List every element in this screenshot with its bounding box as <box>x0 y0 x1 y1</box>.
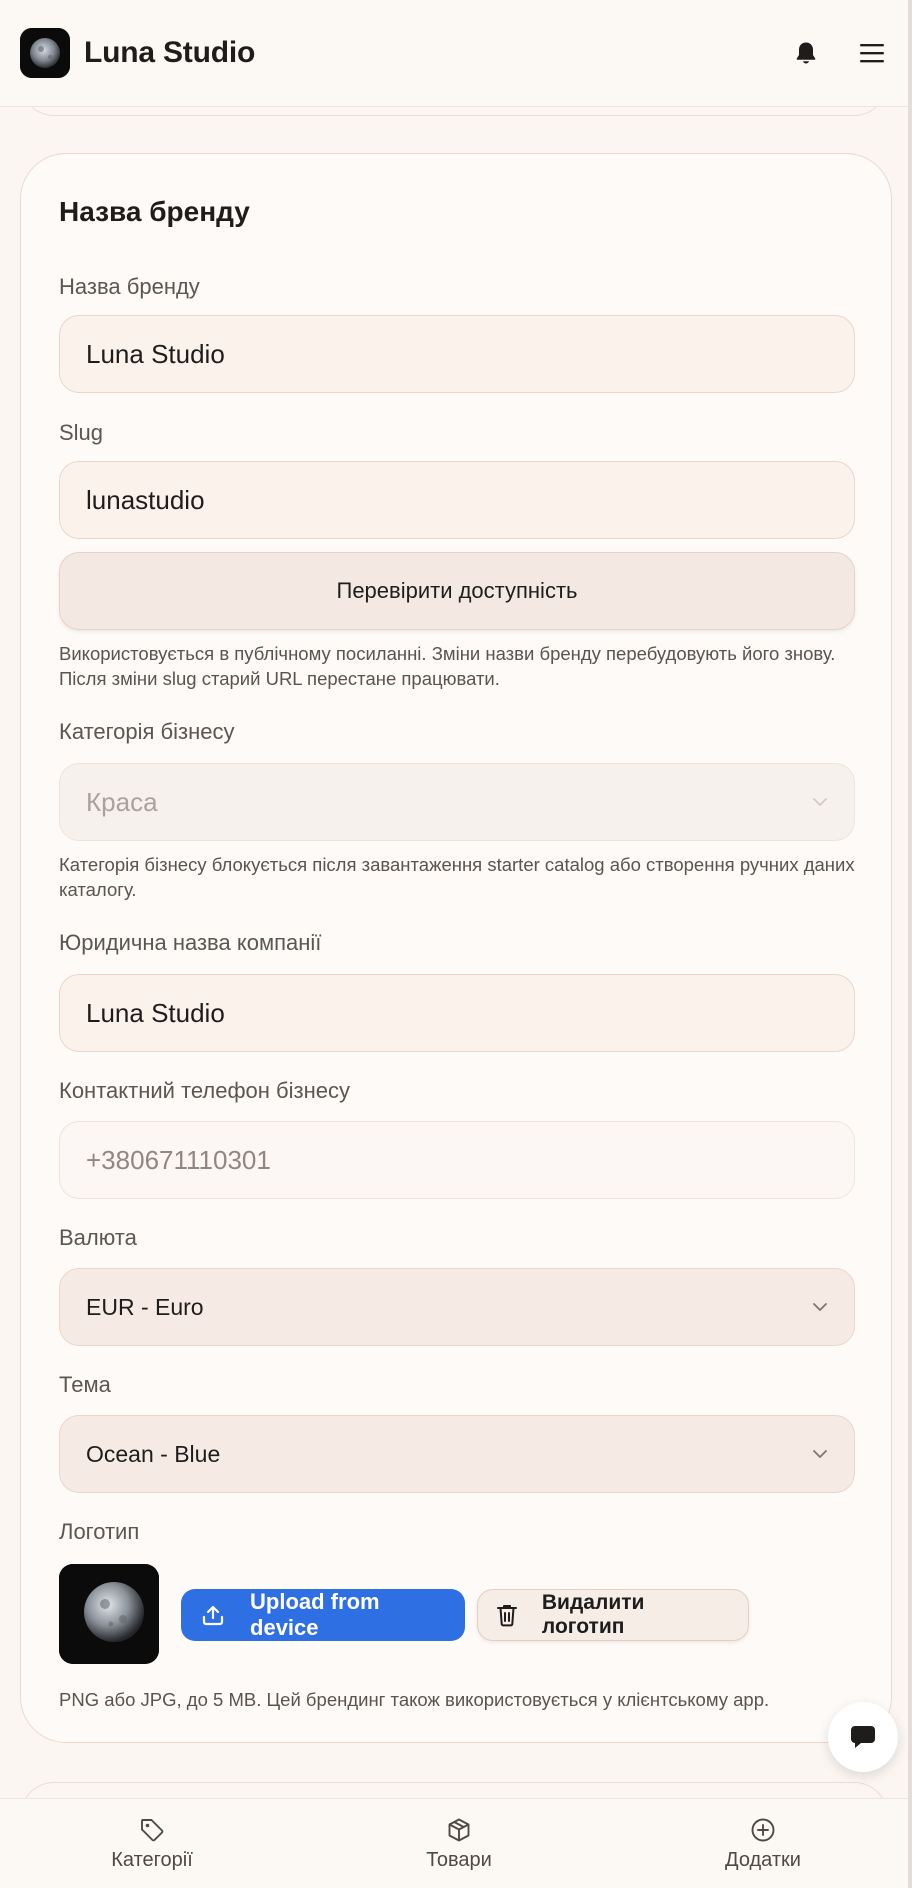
theme-select[interactable] <box>59 1415 855 1493</box>
slug-input[interactable] <box>59 461 855 539</box>
nav-item-categories[interactable] <box>72 1799 232 1888</box>
theme-value: Ocean - Blue <box>86 1440 221 1467</box>
theme-label: Тема <box>59 1372 111 1397</box>
currency-label: Валюта <box>59 1225 137 1250</box>
phone-label: Контактний телефон бізнесу <box>59 1078 351 1103</box>
top-header <box>0 0 912 107</box>
chevron-down-icon <box>812 1449 828 1459</box>
nav-label-categories: Категорії <box>111 1849 193 1871</box>
chevron-down-icon <box>812 797 828 807</box>
brand-name-input[interactable] <box>59 315 855 393</box>
moon-logo-icon[interactable] <box>20 28 70 78</box>
nav-label-addons: Додатки <box>725 1849 801 1871</box>
box-icon <box>444 1815 474 1845</box>
delete-button-label: Видалити логотип <box>541 1591 645 1638</box>
phone-placeholder: +380671110301 <box>86 1144 271 1175</box>
card-title: Назва бренду <box>59 196 250 227</box>
business-category-value: Краса <box>86 786 158 817</box>
business-category-label: Категорія бізнесу <box>59 719 235 744</box>
chevron-down-icon <box>812 1302 828 1312</box>
scrollbar-edge <box>908 0 912 1888</box>
bell-icon[interactable] <box>786 33 826 73</box>
legal-name-input[interactable] <box>59 974 855 1052</box>
trash-icon <box>494 1602 520 1628</box>
check-availability-button[interactable]: Перевірити доступність <box>59 552 855 630</box>
brand-name-value: Luna Studio <box>86 338 225 369</box>
nav-item-products[interactable] <box>379 1799 539 1888</box>
upload-button-label: Upload from device <box>250 1589 380 1640</box>
hamburger-menu-icon[interactable] <box>852 33 892 73</box>
logo-preview-image <box>59 1564 159 1664</box>
business-category-select <box>59 763 855 841</box>
nav-item-addons[interactable] <box>683 1799 843 1888</box>
phone-input[interactable] <box>59 1121 855 1199</box>
delete-logo-button[interactable] <box>477 1589 749 1641</box>
upload-from-device-button[interactable] <box>181 1589 465 1641</box>
slug-help-text: Використовується в публічному посиланні. Зміни назви бренду перебудовують його знову. Після зміни slug старий URL перестане працювати. <box>59 643 836 689</box>
slug-value: lunastudio <box>86 484 205 515</box>
legal-name-value: Luna Studio <box>86 997 225 1028</box>
chat-bubble-icon <box>849 1724 877 1750</box>
bottom-navigation <box>0 1798 912 1888</box>
slug-label: Slug <box>59 420 104 445</box>
chat-button[interactable] <box>828 1702 898 1772</box>
category-help-text: Категорія бізнесу блокується після завантаження starter catalog або створення ручних даних каталогу. <box>59 854 855 900</box>
tag-icon <box>137 1815 167 1845</box>
logo-label: Логотип <box>59 1519 140 1544</box>
brand-card <box>20 153 892 1743</box>
legal-name-label: Юридична назва компанії <box>59 930 322 955</box>
brand-name-label: Назва бренду <box>59 274 200 299</box>
nav-label-products: Товари <box>426 1849 492 1871</box>
upload-icon <box>199 1601 226 1629</box>
currency-select[interactable] <box>59 1268 855 1346</box>
logo-help-text: PNG або JPG, до 5 MB. Цей брендинг також використовується у клієнтському app. <box>59 1689 770 1710</box>
app-title: Luna Studio <box>84 36 256 69</box>
currency-value: EUR - Euro <box>86 1293 204 1320</box>
plus-circle-icon <box>748 1815 778 1845</box>
